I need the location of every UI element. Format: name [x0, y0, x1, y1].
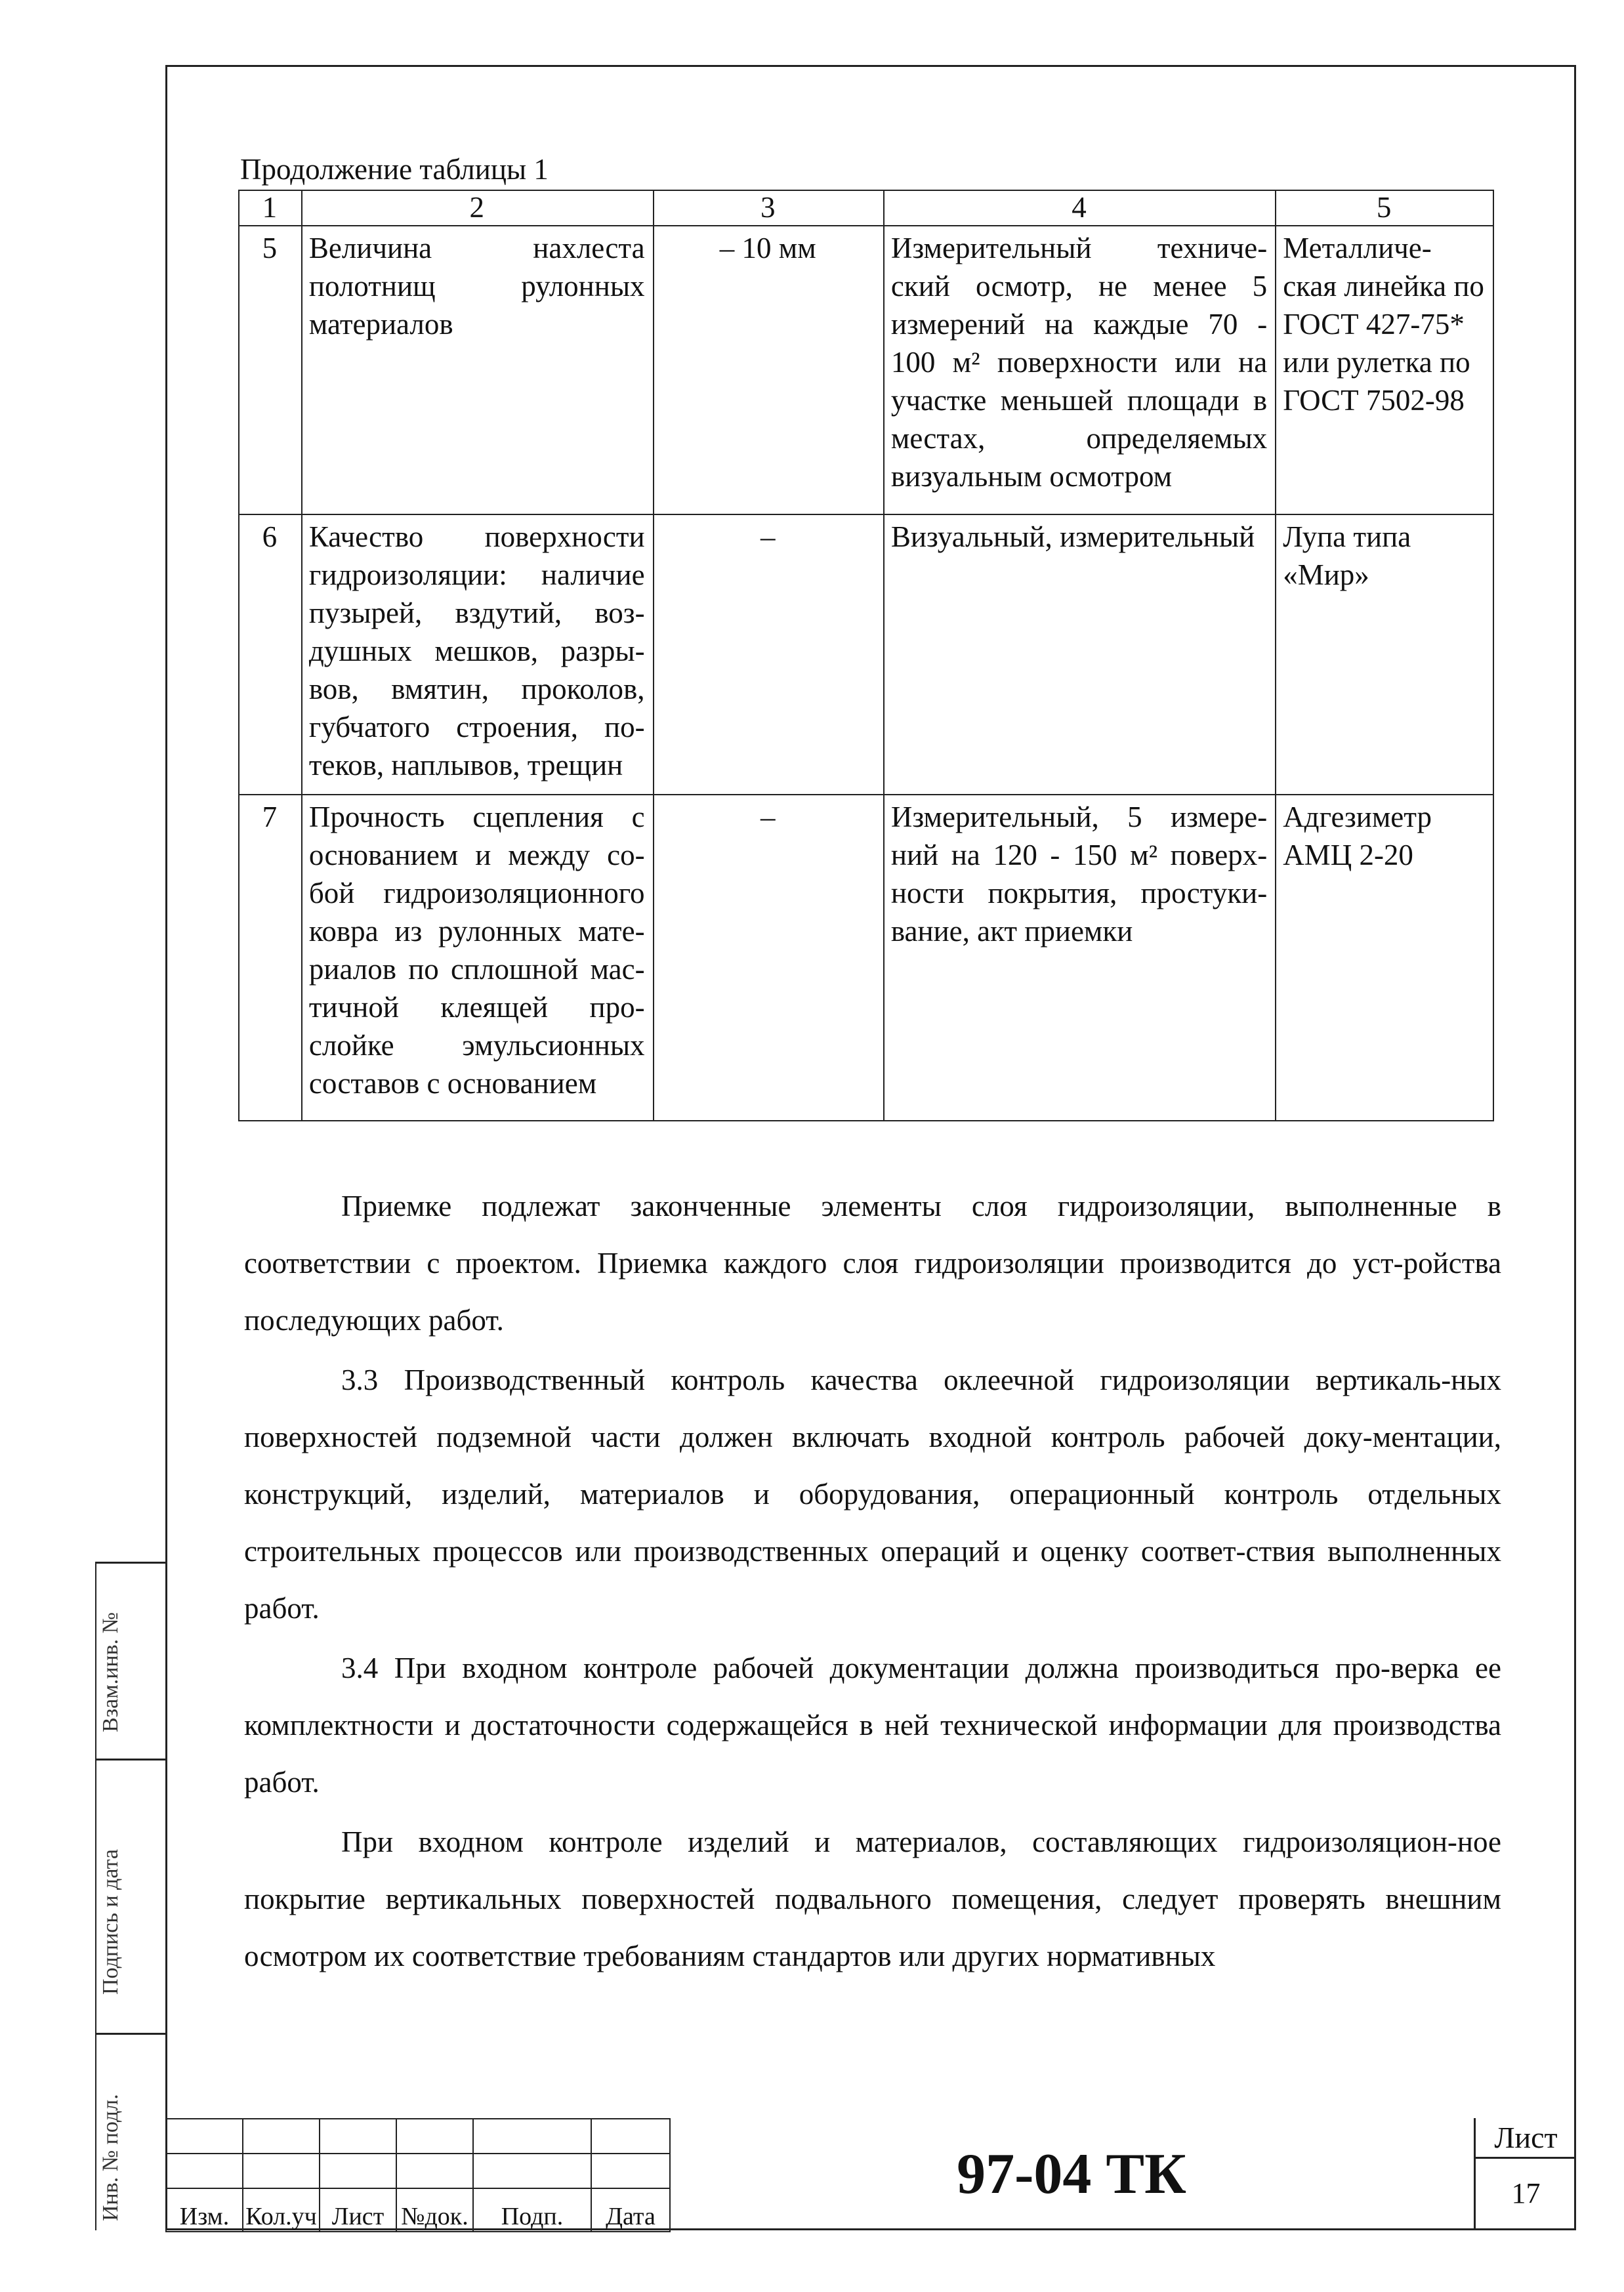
side-label-inv-original: Инв. № подл. [98, 2094, 123, 2221]
stamp-cell [320, 2154, 396, 2188]
table-header-row [239, 190, 1493, 226]
tolerance-cell: – 10 мм [654, 226, 884, 514]
tool-cell: Адгезиметр АМЦ 2-20 [1276, 795, 1493, 1121]
tolerance-cell: – [654, 795, 884, 1121]
title-block-grid [165, 2118, 671, 2232]
parameter-cell: Качество поверхности гидроизоляции: наличие пузырей, вздутий, воз-душных мешков, разры-вов, вмятин, проколов, губчатого строения, по-теков, наплывов, трещин [302, 514, 654, 795]
side-label-signature-date: Подпись и дата [98, 1849, 123, 1995]
stamp-cell [473, 2154, 591, 2188]
paragraph: Приемке подлежат законченные элементы слоя гидроизоляции, выполненные в соответствии с проектом. Приемка каждого слоя гидроизоляции производится до уст-ройства последующих работ. [244, 1190, 1501, 1337]
body-text [244, 1178, 1501, 1988]
table-row [239, 226, 1493, 514]
column-header: 3 [654, 190, 884, 226]
stamp-cell [591, 2154, 670, 2188]
sheet-number: 17 [1511, 2177, 1541, 2209]
side-strip-line [95, 1562, 96, 2230]
stamp-cell [396, 2119, 473, 2154]
paragraph: 3.4 При входном контроле рабочей документации должна производиться про-верка ее комплектности и достаточности содержащейся в ней технической информации для производства работ. [244, 1652, 1501, 1799]
stamp-col-izm: Изм. [166, 2188, 243, 2232]
stamp-col-ndok: №док. [396, 2188, 473, 2232]
tool-cell: Лупа типа «Мир» [1276, 514, 1493, 795]
method-cell: Измерительный техниче-ский осмотр, не менее 5 измерений на каждые 70 - 100 м² поверхности или на участке меньшей площади в местах, определяемых визуальным осмотром [884, 226, 1276, 514]
parameter-cell: Величина нахлеста полотнищ рулонных материалов [302, 226, 654, 514]
stamp-cell [396, 2154, 473, 2188]
column-header: 4 [884, 190, 1276, 226]
stamp-col-kol-uch: Кол.уч [243, 2188, 320, 2232]
parameter-cell: Прочность сцепления с основанием и между со-бой гидроизоляционного ковра из рулонных мате-риалов по сплошной мас-тичной клеящей про-слойке эмульсионных составов с основанием [302, 795, 654, 1121]
table-row [239, 514, 1493, 795]
row-number: 6 [239, 514, 302, 795]
side-box-divider [95, 1562, 165, 1564]
paragraph: 3.3 Производственный контроль качества оклеечной гидроизоляции вертикаль-ных поверхностей подземной части должен включать входной контроль рабочей доку-ментации, конструкций, изделий, материалов и оборудования, операционный контроль отдельных строительных процессов или производственных операций и оценку соответ-ствия выполненных работ. [244, 1364, 1501, 1625]
side-box-divider [95, 2033, 165, 2035]
column-header: 2 [302, 190, 654, 226]
row-number: 5 [239, 226, 302, 514]
column-header: 5 [1276, 190, 1493, 226]
method-cell: Визуальный, измерительный [884, 514, 1276, 795]
table-caption: Продолжение таблицы 1 [240, 153, 549, 186]
stamp-cell [166, 2119, 243, 2154]
stamp-col-podp: Подп. [473, 2188, 591, 2232]
stamp-col-data: Дата [591, 2188, 670, 2232]
row-number: 7 [239, 795, 302, 1121]
stamp-col-list: Лист [320, 2188, 396, 2232]
sheet-box [1474, 2118, 1576, 2230]
paragraph: При входном контроле изделий и материалов, составляющих гидроизоляцион-ное покрытие вертикальных поверхностей подвального помещения, следует проверять внешним осмотром их соответствие требованиям стандартов или других нормативных [244, 1825, 1501, 1972]
method-cell: Измерительный, 5 измере-ний на 120 - 150 м² поверх-ности покрытия, простуки-вание, акт приемки [884, 795, 1276, 1121]
document-code: 97-04 ТК [957, 2142, 1186, 2206]
control-table [238, 190, 1494, 1121]
side-box-divider [95, 1759, 165, 1761]
stamp-cell [166, 2154, 243, 2188]
stamp-cell [243, 2119, 320, 2154]
table-row [239, 795, 1493, 1121]
stamp-cell [473, 2119, 591, 2154]
stamp-cell [591, 2119, 670, 2154]
side-label-replace-inv: Взам.инв. № [98, 1612, 123, 1732]
stamp-cell [320, 2119, 396, 2154]
column-header: 1 [239, 190, 302, 226]
stamp-cell [243, 2154, 320, 2188]
tool-cell: Металличе-ская линейка по ГОСТ 427-75* или рулетка по ГОСТ 7502-98 [1276, 226, 1493, 514]
tolerance-cell: – [654, 514, 884, 795]
sheet-label: Лист [1476, 2118, 1576, 2159]
